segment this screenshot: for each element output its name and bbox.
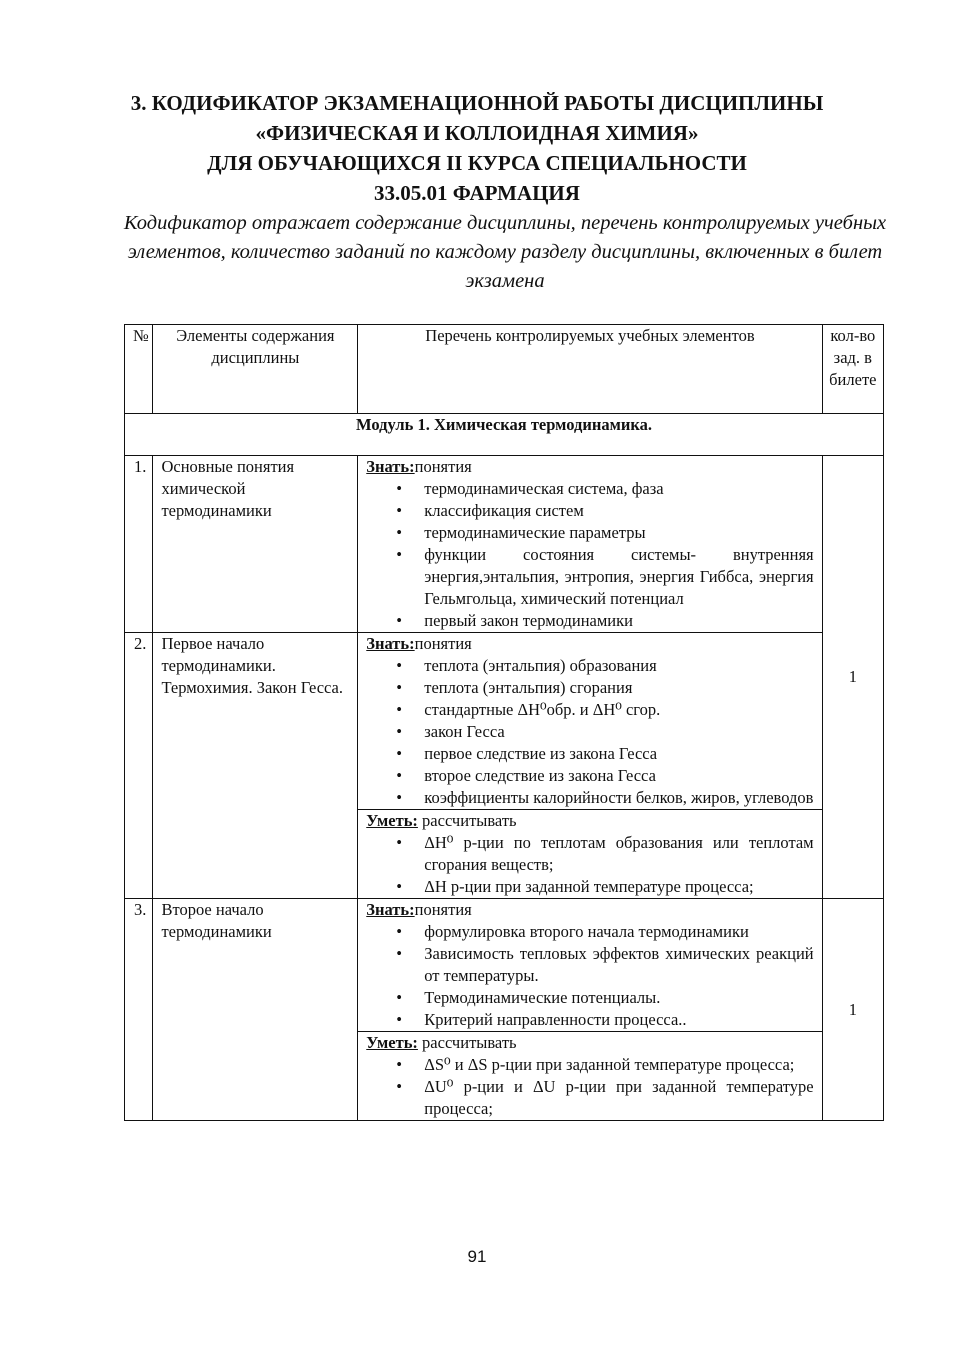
table-row xyxy=(125,899,884,1121)
list-item: • Зависимость тепловых эффектов химических реакций от температуры. xyxy=(424,943,813,987)
row-element: Второе начало термодинамики xyxy=(153,899,358,1121)
list-item: • теплота (энтальпия) образования xyxy=(424,655,813,677)
list-item: • стандартные ΔH⁰обр. и ΔH⁰ сгор. xyxy=(424,699,813,721)
list-item: • термодинамическая система, фаза xyxy=(424,478,813,500)
know-text: понятия xyxy=(414,457,472,476)
list-item: • формулировка второго начала термодинамики xyxy=(424,921,813,943)
row-list xyxy=(358,456,822,633)
list-item: • первый закон термодинамики xyxy=(424,610,813,632)
codifier-table xyxy=(124,324,884,1121)
list-item: • Термодинамические потенциалы. xyxy=(424,987,813,1009)
table-row xyxy=(125,633,884,899)
row-element: Основные понятия химической термодинамики xyxy=(153,456,358,633)
row-number: 3. xyxy=(125,899,153,1121)
row-element: Первое начало термодинамики. Термохимия. Закон Гесса. xyxy=(153,633,358,899)
know-list xyxy=(366,655,813,809)
row-list xyxy=(358,633,822,899)
list-item: • коэффициенты калорийности белков, жиров, углеводов xyxy=(424,787,813,809)
header-count: кол-во зад. в билете xyxy=(822,325,883,414)
title-line-4: 33.05.01 ФАРМАЦИЯ xyxy=(374,181,580,205)
know-text: понятия xyxy=(414,634,472,653)
list-item: • термодинамические параметры xyxy=(424,522,813,544)
know-label: Знать: xyxy=(366,457,415,476)
document-title xyxy=(0,88,954,208)
list-item: • теплота (энтальпия) сгорания xyxy=(424,677,813,699)
can-text: рассчитывать xyxy=(417,1033,517,1052)
row-list xyxy=(358,899,822,1121)
list-item: • ΔH⁰ р-ции по теплотам образования или теплотам сгорания веществ; xyxy=(424,832,813,876)
list-item: • Критерий направленности процесса.. xyxy=(424,1009,813,1031)
know-text: понятия xyxy=(414,900,472,919)
module-title: Модуль 1. Химическая термодинамика. xyxy=(125,414,884,456)
can-list xyxy=(366,832,813,898)
header-num: № xyxy=(125,325,153,414)
can-text: рассчитывать xyxy=(417,811,517,830)
header-list: Перечень контролируемых учебных элементов xyxy=(358,325,822,414)
list-item: • классификация систем xyxy=(424,500,813,522)
table-row xyxy=(125,456,884,633)
row-number: 1. xyxy=(125,456,153,633)
module-row xyxy=(125,414,884,456)
list-item: • ΔU⁰ р-ции и ΔU р-ции при заданной температуре процесса; xyxy=(424,1076,813,1120)
list-item: • первое следствие из закона Гесса xyxy=(424,743,813,765)
list-item: • закон Гесса xyxy=(424,721,813,743)
task-count: 1 xyxy=(822,899,883,1121)
can-section xyxy=(358,1031,821,1120)
page-number: 91 xyxy=(467,1247,487,1266)
title-line-3: ДЛЯ ОБУЧАЮЩИХСЯ II КУРСА СПЕЦИАЛЬНОСТИ xyxy=(207,151,747,175)
can-label: Уметь: xyxy=(366,1033,418,1052)
list-item: • ΔH р-ции при заданной температуре процесса; xyxy=(424,876,813,898)
task-count: 1 xyxy=(822,456,883,899)
list-item: • ΔS⁰ и ΔS р-ции при заданной температуре процесса; xyxy=(424,1054,813,1076)
can-label: Уметь: xyxy=(366,811,418,830)
header-elements: Элементы содержания дисциплины xyxy=(153,325,358,414)
title-line-1: 3. КОДИФИКАТОР ЭКЗАМЕНАЦИОННОЙ РАБОТЫ ДИСЦИПЛИНЫ xyxy=(130,91,824,115)
know-label: Знать: xyxy=(366,900,415,919)
table-header-row xyxy=(125,325,884,414)
list-item: • функции состояния системы- внутренняя энергия,энтальпия, энтропия, энергия Гиббса, энергия Гельмгольца, химический потенциал xyxy=(424,544,813,610)
know-list xyxy=(366,478,813,632)
know-list xyxy=(366,921,813,1031)
can-list xyxy=(366,1054,813,1120)
know-label: Знать: xyxy=(366,634,415,653)
row-number: 2. xyxy=(125,633,153,899)
title-line-2: «ФИЗИЧЕСКАЯ И КОЛЛОИДНАЯ ХИМИЯ» xyxy=(255,121,699,145)
intro-text: Кодификатор отражает содержание дисциплины, перечень контролируемых учебных элементов, количество заданий по каждому разделу дисциплины, включенных в билет экзамена xyxy=(123,212,887,292)
can-section xyxy=(358,809,821,898)
list-item: • второе следствие из закона Гесса xyxy=(424,765,813,787)
